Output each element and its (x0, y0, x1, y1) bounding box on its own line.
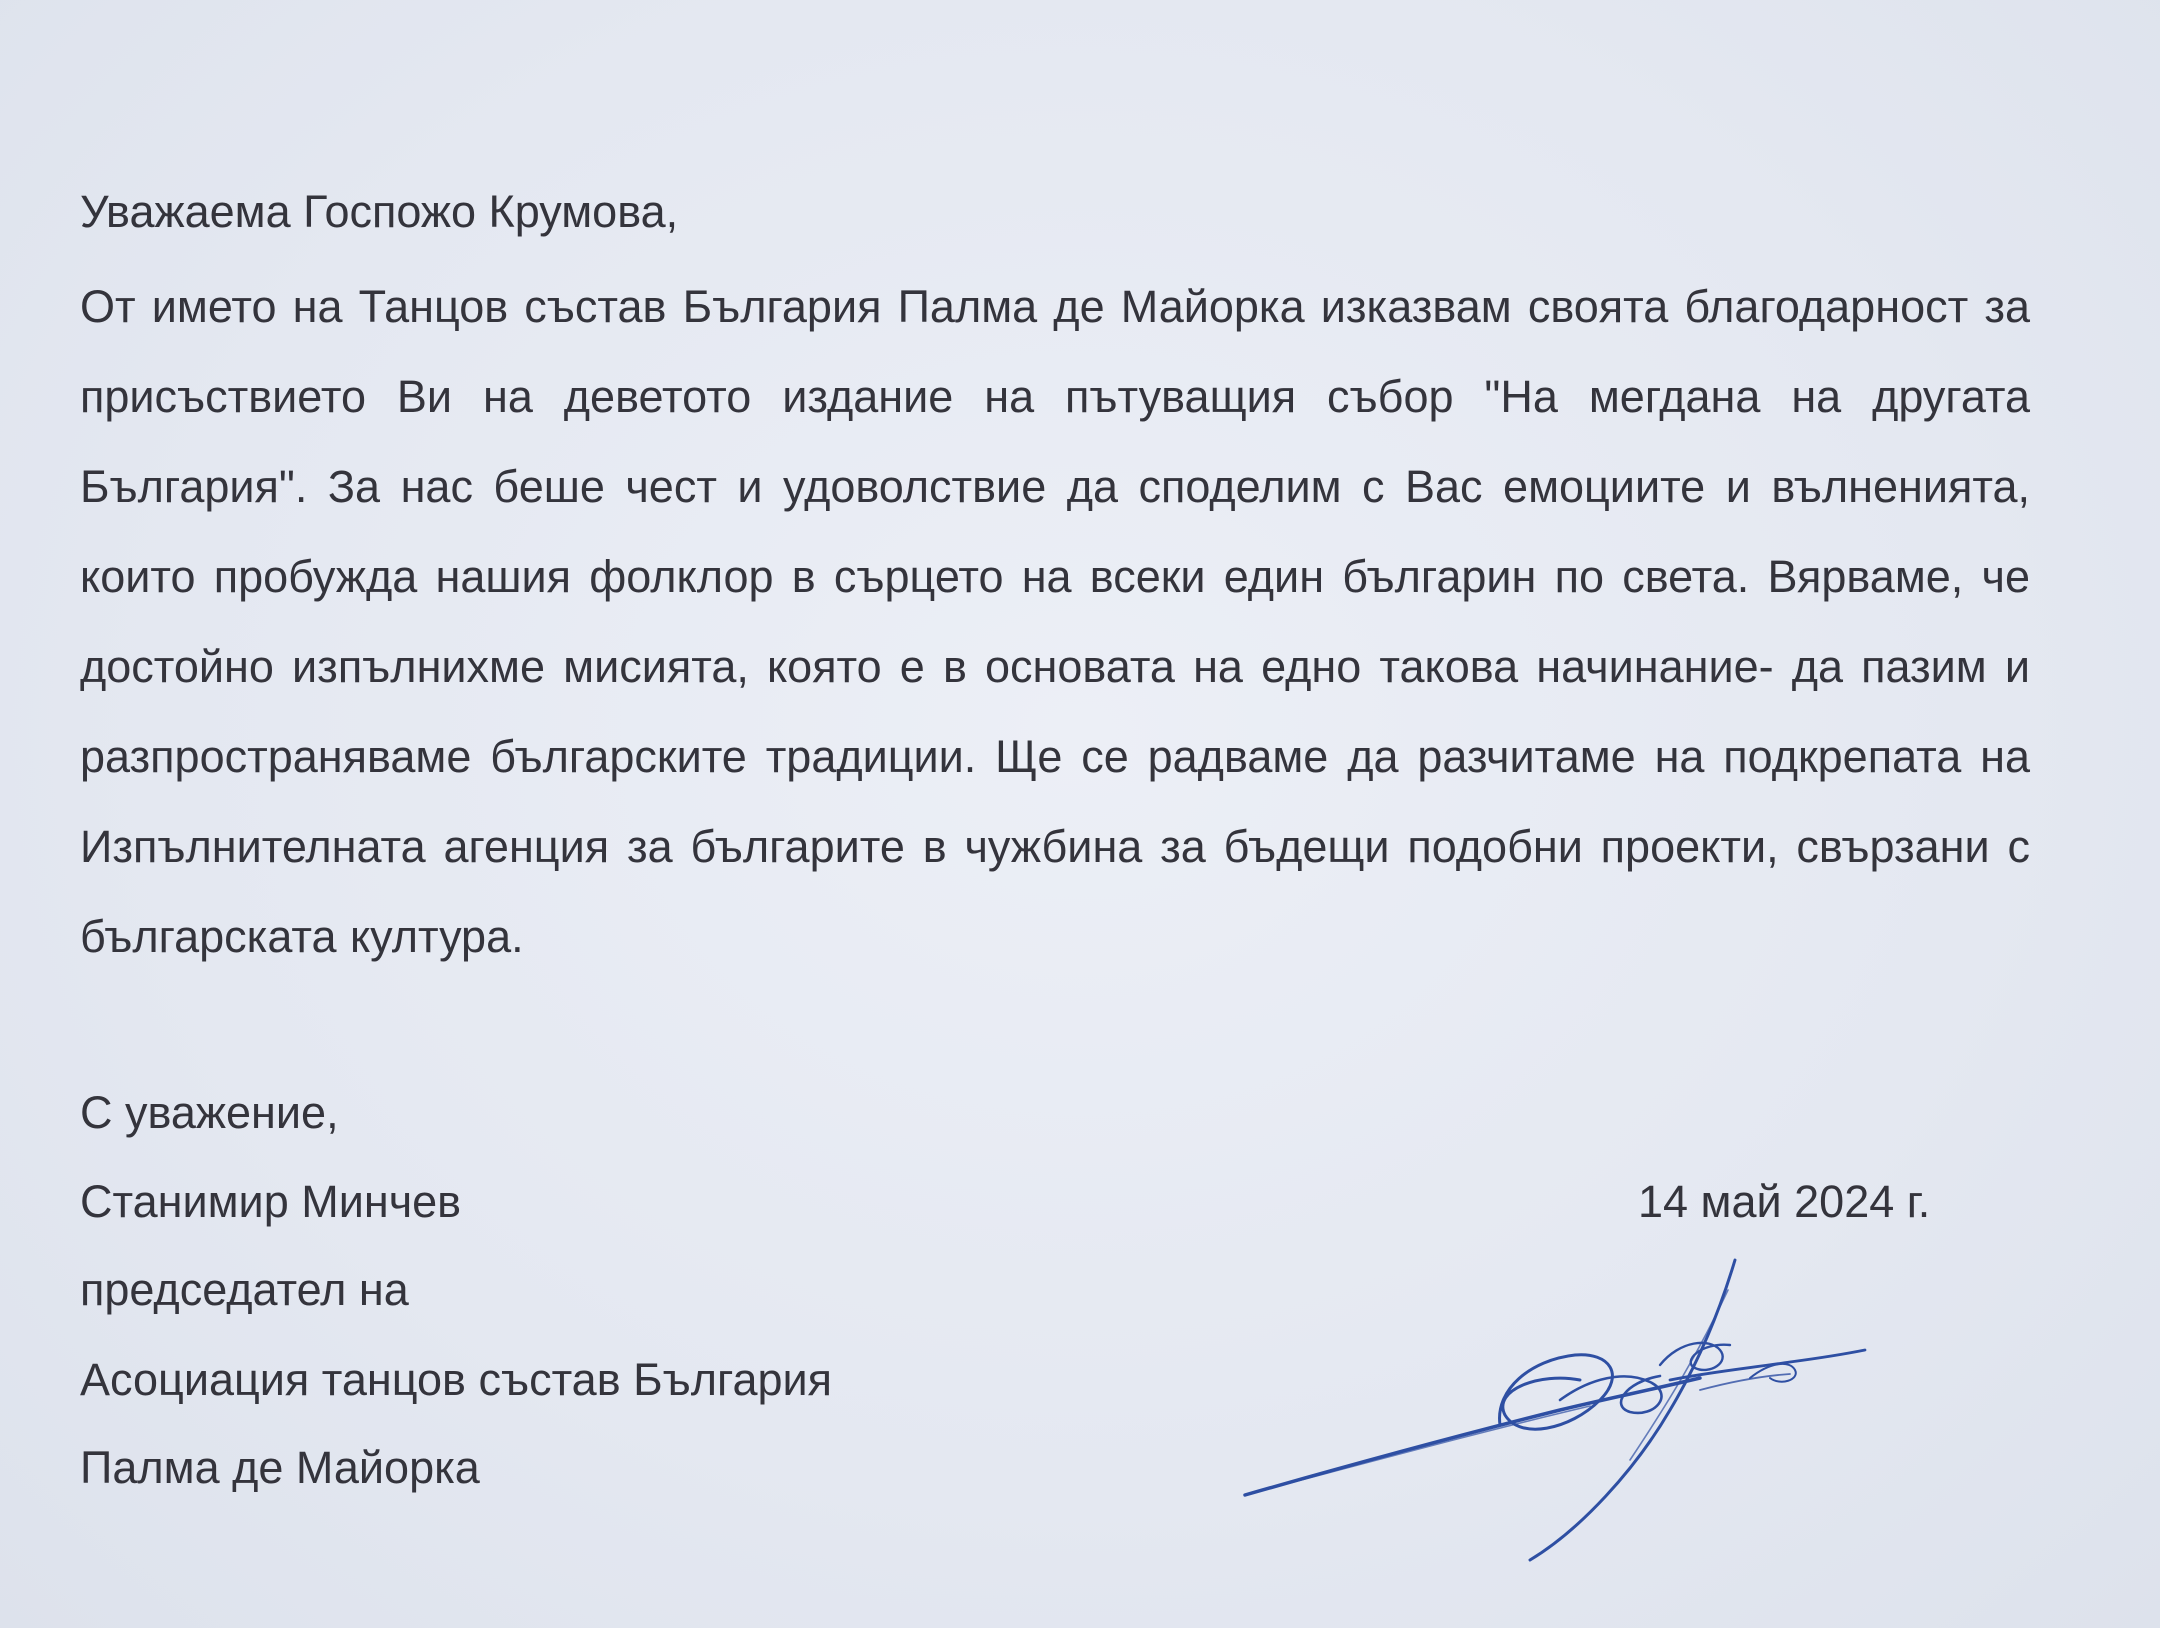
letter-date: 14 май 2024 г. (1638, 1176, 1931, 1227)
salutation: Уважаема Госпожо Крумова, (80, 186, 679, 237)
signer-location: Палма де Майорка (80, 1442, 480, 1493)
letter-body: От името на Танцов състав България Палма де Майорка изказвам своята благодарност за присъствието Ви на деветото издание на пътуващия събор "На мегдана на другата България". За нас беше чест и удоволствие да споделим с Вас емоциите и вълненията, които пробужда нашия фолклор в сърцето на всеки един българин по света. Вярваме, че достойно изпълнихме мисията, която е в основата на едно такова начинание- да пазим и разпространяваме българските традиции. Ще се радваме да разчитаме на подкрепата на Изпълнителната агенция за българите в чужбина за бъдещи подобни проекти, свързани с българската култура. (80, 281, 2030, 962)
signer-position: председател на (80, 1264, 409, 1315)
signer-name: Станимир Минчев (80, 1176, 462, 1227)
signer-organization: Асоциация танцов състав България (80, 1354, 833, 1405)
closing: С уважение, (80, 1087, 339, 1138)
handwritten-signature (1230, 1250, 1870, 1570)
